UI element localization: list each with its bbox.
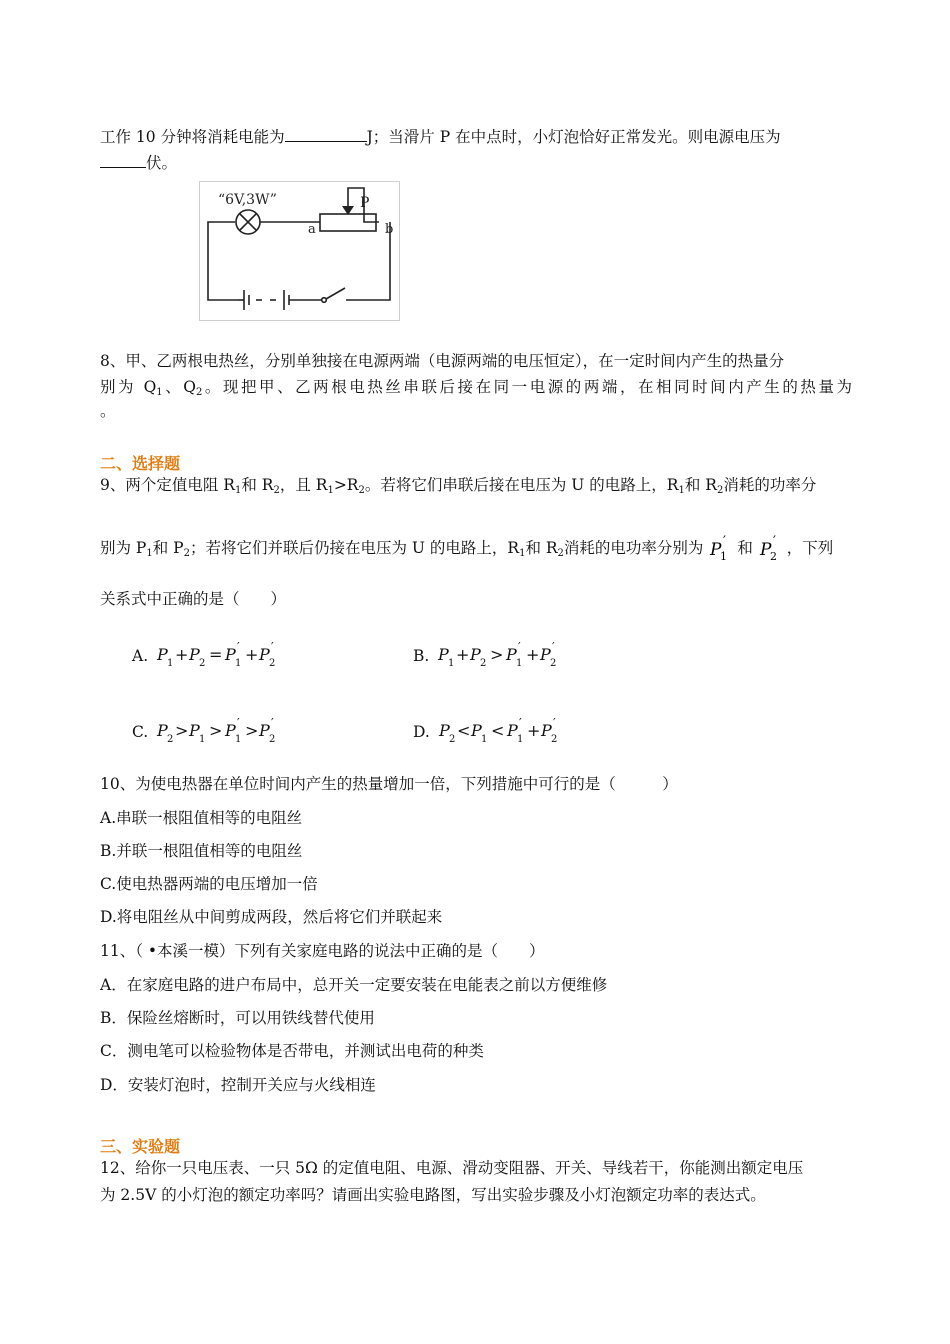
- lamp-rating-label: “6V,3W”: [218, 192, 277, 208]
- formula-p1-prime: [708, 535, 732, 563]
- svg-text:P: P: [470, 645, 482, 664]
- svg-text:<: <: [490, 721, 505, 740]
- q9-line-3: 关系式中正确的是（ ）: [100, 590, 287, 608]
- q9-sub: 1: [678, 485, 685, 496]
- svg-text:1: 1: [516, 658, 523, 669]
- circuit-svg: [200, 182, 399, 320]
- svg-text:1: 1: [199, 734, 206, 745]
- q8-line-3: 。: [100, 402, 116, 420]
- svg-text:′: ′: [271, 640, 274, 654]
- svg-text:1: 1: [235, 734, 242, 745]
- q9-l1-f: 和 R: [684, 476, 717, 494]
- q9-sub: 2: [557, 548, 564, 559]
- rheostat-end-b: b: [385, 222, 394, 237]
- svg-text:2: 2: [448, 734, 456, 745]
- svg-text:>: >: [490, 645, 504, 664]
- q9-l1-e: 。若将它们串联后接在电压为 U 的电路上，R: [364, 476, 679, 494]
- svg-text:2: 2: [269, 658, 276, 669]
- section-heading-choice: 二、选择题: [100, 454, 181, 473]
- q10-stem: 10、为使电热器在单位时间内产生的热量增加一倍，下列措施中可行的是（ ）: [100, 775, 678, 793]
- rheostat-end-a: a: [308, 222, 316, 237]
- formula-option-c: [153, 716, 288, 750]
- q9-sub: 2: [716, 485, 724, 496]
- q8-sub-2: 2: [195, 387, 203, 398]
- q9-l2-e: 消耗的电功率分别为: [563, 539, 704, 557]
- q12-line-2: 为 2.5V 的小灯泡的额定功率吗？请画出实验电路图，写出实验步骤及小灯泡额定功率的表达式。: [100, 1186, 766, 1204]
- q7-voltage-blank[interactable]: [100, 153, 146, 168]
- q9-option-d-label: D.: [413, 723, 430, 741]
- circuit-diagram: [199, 181, 400, 321]
- svg-text:P: P: [506, 645, 518, 664]
- svg-text:′: ′: [237, 640, 240, 654]
- svg-text:′: ′: [518, 716, 522, 730]
- svg-text:P: P: [157, 721, 168, 740]
- svg-text:P: P: [540, 721, 552, 740]
- q9-option-c[interactable]: [132, 716, 288, 750]
- svg-text:′: ′: [237, 716, 240, 730]
- q9-l2-d: 和 R: [525, 539, 558, 557]
- q9-sub: 2: [273, 485, 280, 496]
- q9-option-a-label: A.: [132, 647, 149, 665]
- svg-text:P: P: [759, 540, 772, 560]
- svg-text:1: 1: [448, 658, 455, 669]
- svg-text:>: >: [175, 721, 189, 740]
- q7-line-1: [100, 127, 781, 147]
- q9-l1-c: ，且 R: [279, 476, 328, 494]
- svg-text:+: +: [175, 645, 189, 664]
- svg-text:1: 1: [235, 658, 242, 669]
- svg-text:P: P: [189, 645, 200, 664]
- svg-text:P: P: [506, 721, 518, 740]
- svg-text:P: P: [157, 645, 168, 664]
- svg-text:P: P: [438, 721, 450, 740]
- svg-text:+: +: [526, 645, 540, 664]
- q9-sub: 1: [234, 485, 242, 496]
- q9-sub: 1: [327, 485, 334, 496]
- q9-sub: 1: [146, 548, 153, 559]
- q8-line-2: [100, 377, 852, 403]
- q11-option-b[interactable]: B．保险丝熔断时，可以用铁线替代使用: [100, 1009, 375, 1027]
- q7-text-c: 伏。: [146, 154, 178, 172]
- q9-option-c-label: C.: [132, 723, 149, 741]
- q9-l1-b: 和 R: [241, 476, 274, 494]
- slider-label: P: [360, 195, 370, 211]
- svg-text:P: P: [710, 540, 722, 560]
- svg-text:′: ′: [723, 535, 727, 549]
- svg-text:P: P: [259, 721, 270, 740]
- q9-sub: 1: [519, 548, 526, 559]
- svg-text:P: P: [470, 721, 482, 740]
- svg-text:>: >: [245, 721, 259, 740]
- q8-text-c: 。现把甲、乙两根电热丝串联后接在同一电源的两端，在相同时间内产生的热量为: [202, 378, 852, 396]
- q7-text-b: J；当滑片 P 在中点时，小灯泡恰好正常发光。则电源电压为: [366, 128, 781, 146]
- section-heading-experiment: 三、实验题: [100, 1137, 181, 1156]
- svg-text:′: ′: [552, 716, 556, 730]
- q8-sub-1: 1: [156, 387, 163, 398]
- formula-option-d: [435, 716, 570, 750]
- svg-text:P: P: [259, 645, 270, 664]
- svg-text:+: +: [526, 721, 541, 740]
- svg-text:′: ′: [271, 716, 274, 730]
- svg-text:2: 2: [199, 658, 206, 669]
- svg-text:<: <: [456, 721, 471, 740]
- q7-energy-blank[interactable]: [285, 127, 367, 142]
- svg-text:P: P: [438, 645, 450, 664]
- q11-option-a[interactable]: A．在家庭电路的进户布局中，总开关一定要安装在电能表之前以方便维修: [100, 976, 608, 994]
- q7-text-a: 工作 10 分钟将消耗电能为: [100, 128, 285, 146]
- q9-l2-a: 别为 P: [100, 539, 147, 557]
- svg-text:1: 1: [167, 658, 174, 669]
- q10-option-d[interactable]: D.将电阻丝从中间剪成两段，然后将它们并联起来: [100, 908, 443, 926]
- svg-text:′: ′: [772, 535, 776, 549]
- svg-text:2: 2: [550, 658, 557, 669]
- q10-option-a[interactable]: A.串联一根阻值相等的电阻丝: [100, 809, 303, 827]
- q11-stem: 11、（ •本溪一模）下列有关家庭电路的说法中正确的是（ ）: [100, 942, 545, 960]
- q9-l1-g: 消耗的功率分: [723, 476, 817, 494]
- svg-text:P: P: [540, 645, 552, 664]
- formula-option-b: [434, 640, 569, 674]
- svg-text:P: P: [189, 721, 200, 740]
- svg-text:P: P: [225, 721, 236, 740]
- q11-option-d[interactable]: D．安装灯泡时，控制开关应与火线相连: [100, 1076, 376, 1094]
- q10-option-b[interactable]: B.并联一根阻值相等的电阻丝: [100, 842, 303, 860]
- q9-sub: 2: [183, 548, 190, 559]
- svg-text:+: +: [245, 645, 259, 664]
- svg-text:=: =: [209, 645, 223, 664]
- svg-text:2: 2: [550, 734, 558, 745]
- formula-p2-prime: [758, 535, 782, 563]
- q9-l1-a: 9、两个定值电阻 R: [100, 476, 235, 494]
- svg-text:′: ′: [518, 640, 521, 654]
- q11-option-c[interactable]: C．测电笔可以检验物体是否带电，并测试出电荷的种类: [100, 1042, 484, 1060]
- q9-option-b-label: B.: [413, 647, 430, 665]
- q12-line-1: 12、给你一只电压表、一只 5Ω 的定值电阻、电源、滑动变阻器、开关、导线若干，你能测出额定电压: [100, 1159, 804, 1177]
- q9-option-d[interactable]: [413, 716, 570, 750]
- q9-line-1: [100, 475, 816, 501]
- q9-l2-b: 和 P: [152, 539, 184, 557]
- svg-text:2: 2: [769, 550, 777, 563]
- q9-l2-c: ；若将它们并联后仍接在电压为 U 的电路上，R: [189, 539, 520, 557]
- svg-text:2: 2: [269, 734, 276, 745]
- q9-option-a[interactable]: [132, 640, 288, 674]
- q10-option-c[interactable]: C.使电热器两端的电压增加一倍: [100, 875, 318, 893]
- q9-option-b[interactable]: [413, 640, 569, 674]
- svg-text:>: >: [209, 721, 223, 740]
- q9-line-2: [100, 535, 833, 564]
- q9-l2-f: 和: [737, 539, 753, 557]
- svg-text:′: ′: [552, 640, 555, 654]
- q8-text-b: 、Q: [162, 378, 196, 396]
- q8-line-1: 8、甲、乙两根电热丝，分别单独接在电源两端（电源两端的电压恒定），在一定时间内产生的热量分: [100, 352, 785, 370]
- q9-l1-d: >R: [333, 476, 359, 494]
- svg-text:1: 1: [480, 734, 488, 745]
- svg-text:+: +: [456, 645, 470, 664]
- svg-text:2: 2: [167, 734, 174, 745]
- q9-sub: 2: [358, 485, 365, 496]
- svg-text:1: 1: [720, 550, 728, 563]
- svg-text:2: 2: [480, 658, 487, 669]
- q9-l2-g: ，下列: [786, 539, 834, 557]
- formula-option-a: [153, 640, 288, 674]
- svg-text:P: P: [225, 645, 236, 664]
- q7-line-2: [100, 153, 177, 173]
- q8-text-a: 别为 Q: [100, 378, 157, 396]
- svg-text:1: 1: [516, 734, 524, 745]
